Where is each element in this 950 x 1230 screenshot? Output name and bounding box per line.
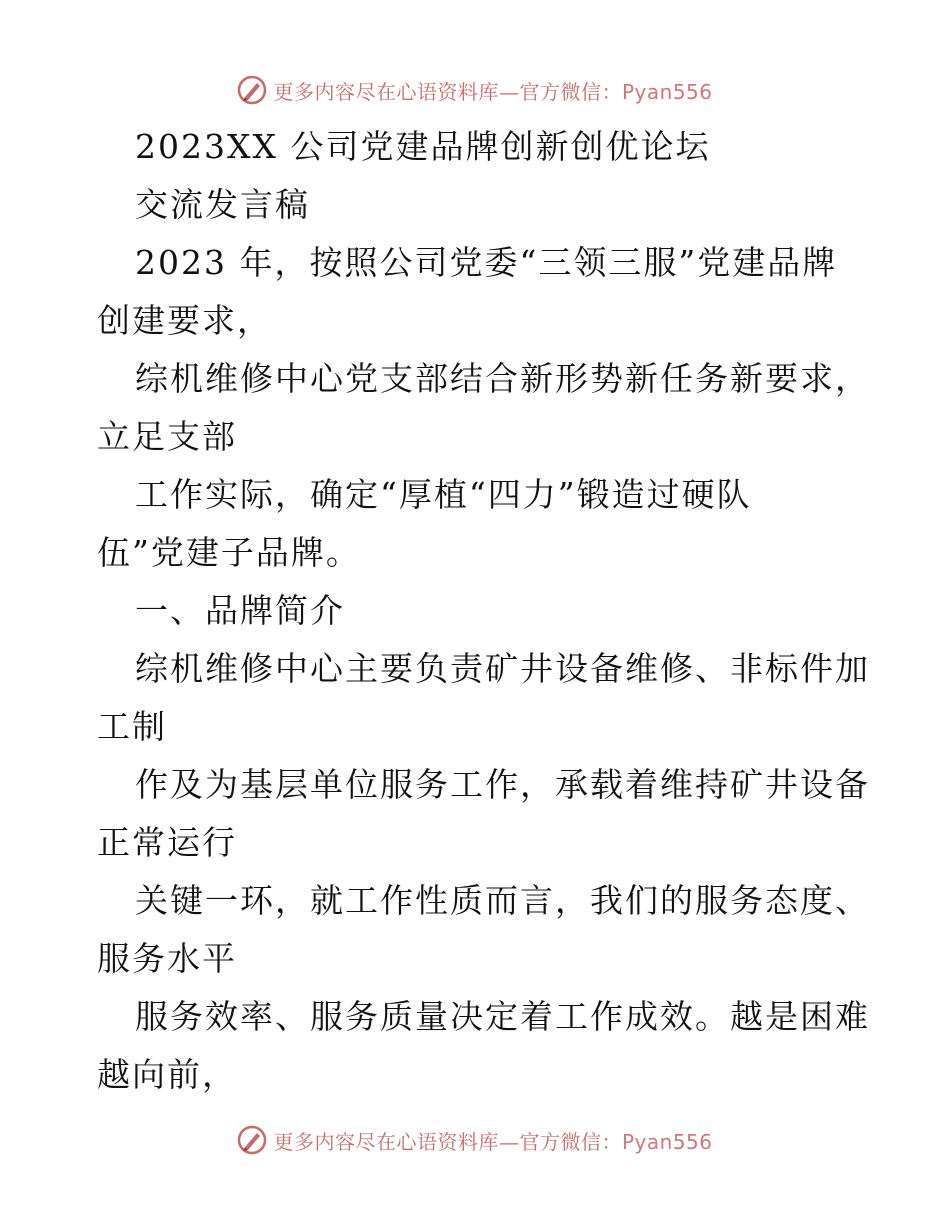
footer-watermark: [0, 1120, 950, 1160]
paragraph-line: 综机维修中心主要负责矿井设备维修、非标件加: [135, 649, 870, 688]
paragraph-line: 作及为基层单位服务工作，承载着维持矿井设备: [135, 765, 870, 804]
paragraph-line: 工作实际，确定“厚植“四力”锻造过硬队: [135, 475, 752, 514]
paragraph-line: 服务水平: [97, 939, 237, 978]
paragraph-line: 伍”党建子品牌。: [97, 533, 361, 572]
paragraph-line: 越向前，: [97, 1055, 237, 1094]
paragraph-line: 关键一环，就工作性质而言，我们的服务态度、: [135, 881, 870, 920]
paragraph-line: 正常运行: [97, 823, 237, 862]
paragraph-line: 综机维修中心党支部结合新形势新任务新要求，: [135, 359, 870, 398]
pen-logo-icon: [237, 1125, 267, 1155]
paragraph-line: 服务效率、服务质量决定着工作成效。越是困难: [135, 997, 870, 1036]
paragraph-line: 工制: [97, 707, 167, 746]
watermark-text: 更多内容尽在心语资料库—官方微信：Pyan556: [273, 79, 713, 104]
paragraph-line: 立足支部: [97, 417, 237, 456]
paragraph-line: 创建要求，: [97, 301, 272, 340]
paragraph-line: 2023 年，按照公司党委“三领三服”党建品牌: [135, 243, 838, 282]
document-subtitle: 交流发言稿: [135, 185, 310, 224]
watermark-text: 更多内容尽在心语资料库—官方微信：Pyan556: [273, 1129, 713, 1154]
document-title: 2023XX 公司党建品牌创新创优论坛: [135, 127, 711, 166]
section-heading: 一、品牌简介: [135, 591, 345, 630]
